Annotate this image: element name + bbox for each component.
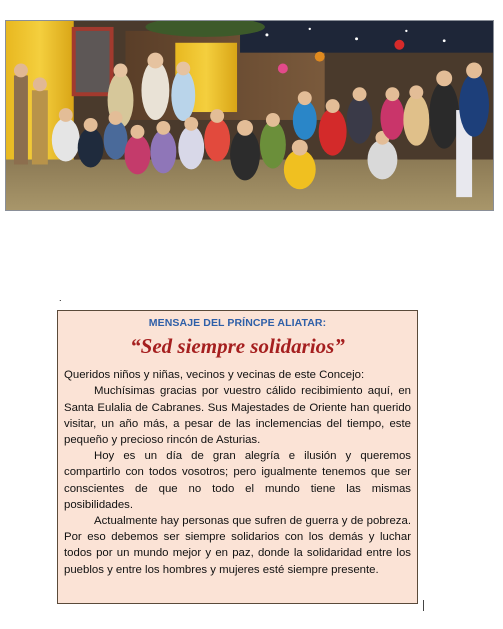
message-body [64, 367, 411, 578]
message-box [57, 310, 418, 604]
message-paragraph: Hoy es un día de gran alegría e ilusión y queremos compartirlo con todos vosotros; pero igualmente tenemos que ser conscientes de que no todo el mundo tiene las mismas posibilidades. [64, 450, 411, 511]
text-cursor [423, 600, 424, 611]
message-heading: MENSAJE DEL PRÍNCPE ALIATAR: [148, 317, 327, 329]
message-greeting: Queridos niños y niñas, vecinos y vecinas de este Concejo: [64, 369, 365, 382]
group-photo [5, 20, 494, 211]
message-paragraph: Actualmente hay personas que sufren de guerra y de pobreza. Por eso debemos ser siempre solidarios con los demás y luchar todos por un mundo mejor y en paz, donde la solidaridad entre los pueblos y entre los hombres y mujeres esté siempre presente. [64, 514, 411, 576]
stray-mark: . [59, 293, 62, 303]
message-paragraph: Muchísimas gracias por vuestro cálido recibimiento aquí, en Santa Eulalia de Cabranes. Sus Majestades de Oriente han querido visitar, un año más, a pesar de las inclemencias del tiempo, este pequeño y precioso rincón de Asturias. [64, 385, 411, 446]
message-title: “Sed siempre solidarios” [130, 334, 345, 358]
nativity-scene-image [6, 21, 493, 210]
